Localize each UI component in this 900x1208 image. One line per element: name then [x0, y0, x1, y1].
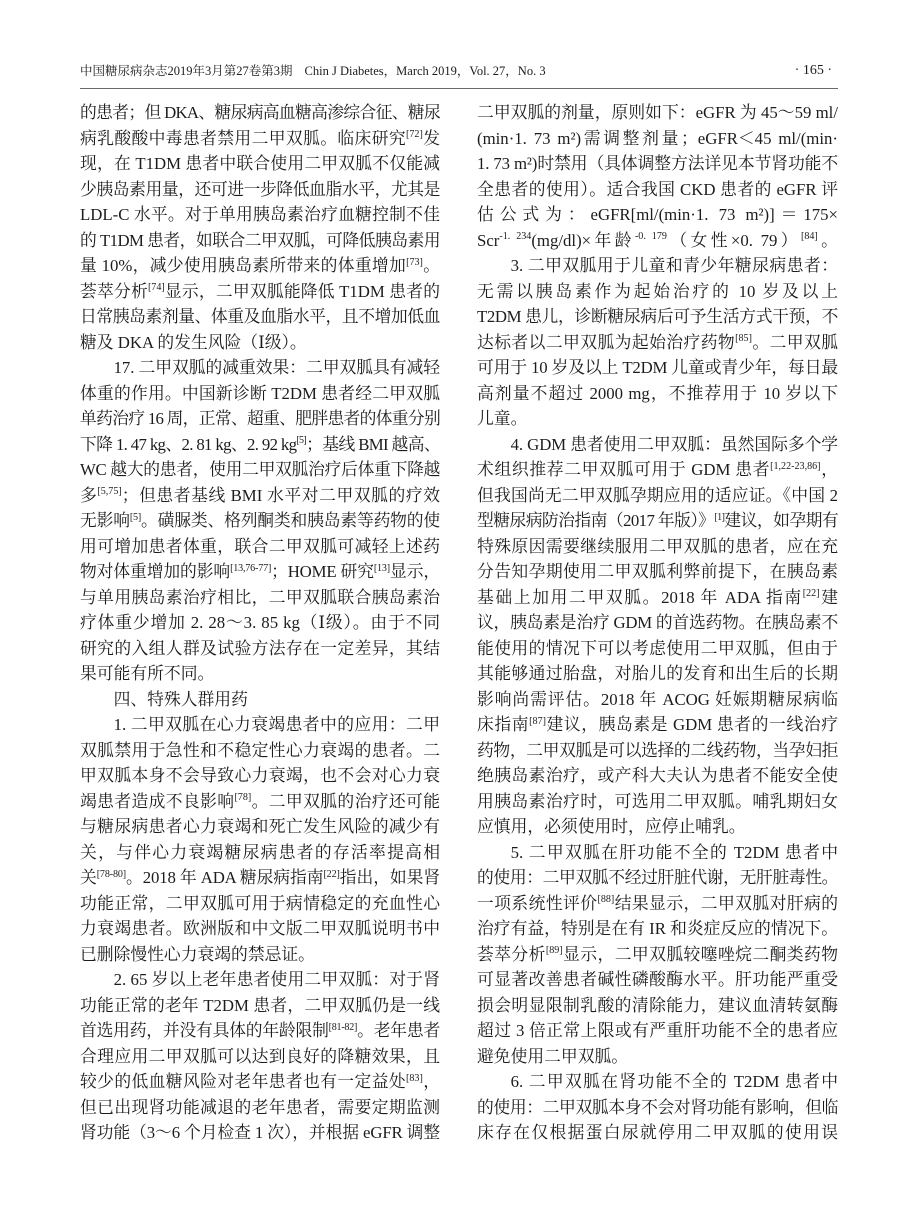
text-run: ；HOME 研究: [271, 562, 374, 581]
text-run: 。2018 年 ADA 糖尿病指南: [125, 868, 324, 887]
page-number: · 165 ·: [794, 63, 832, 78]
text-line: 肾功能（3～6 个月检查 1 次），并根据 eGFR 调整: [80, 1123, 440, 1142]
text-run: 。: [422, 256, 440, 275]
citation-superscript: [13]: [373, 562, 390, 574]
text-run: 荟萃分析: [477, 944, 546, 964]
text-line: 甲双胍本身不会导致心力衰竭，也不会对心力衰: [80, 766, 440, 785]
citation-superscript: [5]: [129, 511, 141, 523]
citation-superscript: [78]: [234, 792, 252, 804]
text-line: 儿童。: [477, 409, 528, 428]
text-line: 研究的入组人群及试验方法存在一定差异，其结: [80, 638, 440, 658]
text-line: [80, 279, 440, 305]
text-run: ，: [422, 1072, 440, 1091]
text-line: 功能正常的老年 T2DM 患者，二甲双胍仍是一线: [80, 995, 440, 1015]
header-rule: [80, 88, 838, 89]
text-line: 的患者；但 DKA、糖尿病高血糖高渗综合征、糖尿: [80, 103, 440, 122]
text-line: 避免使用二甲双胍。: [477, 1046, 629, 1066]
citation-superscript: [78-80]: [96, 868, 126, 880]
paragraph: [80, 712, 440, 967]
text-line: 体重的作用。中国新诊断 T2DM 患者经二甲双胍: [80, 383, 440, 403]
text-line: 可显著改善患者碱性磷酸酶水平。肝功能严重受: [477, 970, 838, 989]
text-line: LDL-C 水平。对于单用胰岛素治疗血糖控制不佳: [80, 205, 440, 224]
text-line: 3. 二甲双胍用于儿童和青少年糖尿病患者：: [510, 256, 838, 275]
text-line: [80, 253, 440, 279]
citation-superscript: [5,75]: [97, 486, 122, 498]
text-run: 达标者以二甲双胍为起始治疗药物: [477, 332, 736, 352]
text-line: 治疗有益，特别是在有 IR 和炎症反应的情况下。: [477, 919, 838, 938]
text-line: 损会明显限制乳酸的清除能力，建议血清转氨酶: [477, 995, 838, 1015]
running-header: [80, 61, 720, 81]
text-line: 合理应用二甲双胍可以达到良好的降糖效果，且: [80, 1046, 440, 1066]
citation-superscript: [22]: [802, 588, 820, 600]
paragraph: [477, 432, 838, 840]
text-run: ，: [820, 460, 838, 479]
paragraph: [80, 967, 440, 1146]
text-line: [80, 1069, 440, 1095]
text-line: [80, 483, 440, 509]
text-line: [477, 891, 838, 917]
text-line: 17. 二甲双胍的减重效果：二甲双胍具有减轻: [113, 358, 440, 377]
text-run: 较少的低血糖风险对老年患者也有一定益处: [80, 1072, 407, 1091]
journal-title-english: Chin J Diabetes，March 2019，Vol. 27，No. 3: [304, 64, 546, 78]
text-line: 日常胰岛素剂量、体重及血脂水平，且不增加低血: [80, 307, 440, 326]
text-line: 已删除慢性心力衰竭的禁忌证。: [80, 944, 315, 964]
text-run: 下降 1. 47 kg、2. 81 kg、2. 92 kg: [80, 434, 297, 454]
citation-superscript: [72]: [406, 129, 423, 141]
text-run: 显示，二甲双胍较噻唑烷二酮类药物: [562, 944, 838, 964]
text-run: 竭患者造成不良影响: [80, 791, 235, 811]
text-run: 。二甲双胍的治疗还可能: [251, 791, 440, 811]
text-line: 的使用：二甲双胍本身不会对肾功能有影响，但临: [477, 1097, 838, 1117]
text-run: 荟萃分析: [80, 281, 148, 301]
text-line: 药物，二甲双胍是可以选择的二线药物，当孕妇拒: [477, 740, 838, 760]
text-line: 但已出现肾功能减退的老年患者，需要定期监测: [80, 1097, 440, 1117]
text-line: 少胰岛素用量，还可进一步降低血脂水平，尤其是: [80, 179, 440, 199]
text-line: 糖及 DKA 的发生风险（Ⅰ级）。: [80, 332, 307, 352]
text-run: 型糖尿病防治指南（2017 年版）》: [477, 511, 715, 530]
text-line: 的使用：二甲双胍不经过肝脏代谢，无肝脏毒性。: [477, 868, 838, 887]
text-run: 发: [422, 128, 440, 148]
text-line: 力衰竭患者。欧洲版和中文版二甲双胍说明书中: [80, 919, 440, 938]
text-run: 。老年患者: [357, 1021, 440, 1040]
text-run: 指出，如果肾: [339, 868, 440, 887]
text-run: 建议，胰岛素是 GDM 患者的一线治疗: [545, 715, 838, 734]
section-heading: [80, 687, 440, 713]
text-line: 双胍禁用于急性和不稳定性心力衰竭的患者。二: [80, 740, 440, 760]
text-line: [477, 585, 838, 611]
text-run: 关: [80, 868, 97, 887]
citation-superscript: [81-82]: [328, 1021, 358, 1033]
citation-superscript: [84]: [800, 231, 818, 243]
text-line: 分告知孕期使用二甲双胍利弊前提下，在胰岛素: [477, 562, 838, 581]
text-line: 果可能有所不同。: [80, 664, 215, 683]
text-run: 物对体重增加的影响: [80, 562, 231, 581]
citation-superscript: [1]: [714, 511, 725, 523]
paragraph: [477, 840, 838, 1070]
text-line: 4. GDM 患者使用二甲双胍：虽然国际多个学: [510, 434, 838, 454]
citation-superscript: [13,76-77]: [230, 562, 272, 574]
text-line: 1. 二甲双胍在心力衰竭患者中的应用：二甲: [113, 715, 440, 734]
text-run: 多: [80, 485, 98, 505]
text-run: 结果显示，二甲双胍对肝病的: [614, 893, 838, 913]
text-line: 2. 65 岁以上老年患者使用二甲双胍：对于肾: [113, 970, 440, 989]
text-run: 术组织推荐二甲双胍可用于 GDM 患者: [477, 460, 771, 479]
text-run: 显示，: [389, 562, 440, 581]
citation-superscript: [73]: [406, 256, 423, 268]
citation-superscript: [87]: [529, 715, 546, 727]
text-line: 功能正常，二甲双胍可用于病情稳定的充血性心: [80, 893, 440, 913]
text-line: 影响尚需评估。2018 年 ACOG 妊娠期糖尿病临: [477, 689, 838, 709]
text-run: 床指南: [477, 715, 530, 734]
text-line: 无需以胰岛素作为起始治疗的 10 岁及以上: [477, 281, 838, 301]
text-line: 用可增加患者体重，联合二甲双胍可减轻上述药: [80, 536, 440, 556]
text-line: 5. 二甲双胍在肝功能不全的 T2DM 患者中: [510, 842, 838, 862]
text-line: T2DM 患儿，诊断糖尿病后可予生活方式干预，不: [477, 307, 838, 326]
text-line: 估公式为：eGFR[ml/(min·1. 73 m²)]＝175×: [477, 205, 838, 224]
exponent-superscript: -0. 179: [634, 231, 667, 243]
text-line: 6. 二甲双胍在肾功能不全的 T2DM 患者中: [510, 1072, 838, 1091]
text-line: [477, 457, 838, 483]
text-line: [80, 126, 440, 152]
text-run: 。磺脲类、格列酮类和胰岛素等药物的使: [140, 511, 440, 530]
text-line: [80, 508, 440, 534]
text-line: 绝胰岛素治疗，或产科大夫认为患者不能安全使: [477, 766, 838, 785]
text-run: (mg/dl)×年龄: [531, 230, 635, 250]
paragraph: [477, 1069, 838, 1146]
text-run: 。二甲双胍: [751, 332, 838, 352]
journal-title-chinese: 中国糖尿病杂志2019年3月第27卷第3期: [80, 64, 293, 78]
text-line: 二甲双胍的剂量，原则如下：eGFR 为 45～59 ml/: [477, 103, 838, 122]
paragraph: [477, 100, 838, 253]
text-line: 全患者的使用）。适合我国 CKD 患者的 eGFR 评: [477, 179, 838, 199]
text-line: 1. 73 m²)时禁用（具体调整方法详见本节肾功能不: [477, 154, 838, 173]
text-line: [80, 865, 440, 891]
text-run: （女性×0. 79）: [666, 230, 801, 250]
text-line: 与单用胰岛素治疗相比，二甲双胍联合胰岛素治: [80, 587, 440, 607]
text-run: 无影响: [80, 511, 130, 530]
citation-superscript: [83]: [406, 1072, 423, 1084]
text-line: [477, 228, 838, 254]
citation-superscript: [22]: [323, 868, 340, 880]
text-line: 应慎用，必须使用时，应停止哺乳。: [477, 817, 746, 836]
citation-superscript: [88]: [597, 894, 615, 906]
left-column: [80, 100, 440, 1146]
text-run: 基础上加用二甲双胍。2018 年 ADA 指南: [477, 587, 803, 607]
text-run: Scr: [477, 230, 500, 250]
text-run: 建议，如孕期有: [724, 511, 838, 530]
text-line: 与糖尿病患者心力衰竭和死亡发生风险的减少有: [80, 817, 440, 836]
text-line: 其能够通过胎盘，对胎儿的发育和出生后的长期: [477, 664, 838, 683]
text-line: [477, 712, 838, 738]
text-line: [80, 789, 440, 815]
text-line: 床存在仅根据蛋白尿就停用二甲双胍的使用误: [477, 1123, 838, 1142]
paragraph: [477, 253, 838, 432]
text-line: [477, 330, 838, 356]
text-line: 议，胰岛素是治疗 GDM 的首选药物。在胰岛素不: [477, 613, 838, 632]
right-column: [477, 100, 838, 1146]
text-run: ；但患者基线 BMI 水平对二甲双胍的疗效: [121, 485, 440, 505]
text-line: 超过 3 倍正常上限或有严重肝功能不全的患者应: [477, 1021, 838, 1040]
text-line: 特殊原因需要继续服用二甲双胍的患者，应在充: [477, 536, 838, 556]
text-run: 首选用药，并没有具体的年龄限制: [80, 1021, 329, 1040]
text-line: [80, 432, 440, 458]
text-line: 但我国尚无二甲双胍孕期应用的适应证。《中国 2: [477, 485, 838, 505]
text-line: 可用于 10 岁及以上 T2DM 儿童或青少年，每日最: [477, 358, 838, 377]
text-line: 疗体重少增加 2. 28～3. 85 kg（Ⅰ级）。由于不同: [80, 613, 440, 632]
exponent-superscript: -1. 234: [499, 231, 532, 243]
text-line: [477, 508, 838, 534]
paragraph: [80, 355, 440, 687]
text-line: 现，在 T1DM 患者中联合使用二甲双胍不仅能减: [80, 154, 440, 173]
text-line: 的 T1DM 患者，如联合二甲双胍，可降低胰岛素用: [80, 230, 440, 250]
text-run: 显示，二甲双胍能降低 T1DM 患者的: [164, 281, 440, 301]
text-line: (min·1. 73 m²)需调整剂量；eGFR＜45 ml/(min·: [477, 128, 838, 148]
text-line: [80, 1018, 440, 1044]
paragraph: [80, 100, 440, 355]
text-line: [477, 942, 838, 968]
text-run: 病乳酸酸中毒患者禁用二甲双胍。临床研究: [80, 128, 407, 148]
text-line: 高剂量不超过 2000 mg，不推荐用于 10 岁以下: [477, 383, 838, 403]
citation-superscript: [1,22-23,86]: [770, 460, 821, 472]
citation-superscript: [74]: [147, 282, 165, 294]
citation-superscript: [5]: [296, 435, 307, 447]
text-line: 用胰岛素治疗时，可选用二甲双胍。哺乳期妇女: [477, 791, 838, 811]
text-line: WC 越大的患者，使用二甲双胍治疗后体重下降越: [80, 460, 440, 479]
text-line: 单药治疗 16 周，正常、超重、肥胖患者的体重分别: [80, 409, 440, 428]
text-line: 关，与伴心力衰竭糖尿病患者的存活率提高相: [80, 842, 440, 862]
text-line: 能使用的情况下可以考虑使用二甲双胍，但由于: [477, 638, 838, 658]
text-run: 。: [817, 230, 838, 250]
citation-superscript: [89]: [545, 945, 563, 957]
section-heading-text: 四、特殊人群用药: [113, 689, 248, 709]
text-run: 一项系统性评价: [477, 893, 598, 913]
citation-superscript: [85]: [735, 333, 752, 345]
text-run: ；基线 BMI 越高、: [306, 434, 440, 454]
text-run: 建: [819, 587, 838, 607]
text-run: 量 10%，减少使用胰岛素所带来的体重增加: [80, 256, 407, 275]
text-line: [80, 559, 440, 585]
